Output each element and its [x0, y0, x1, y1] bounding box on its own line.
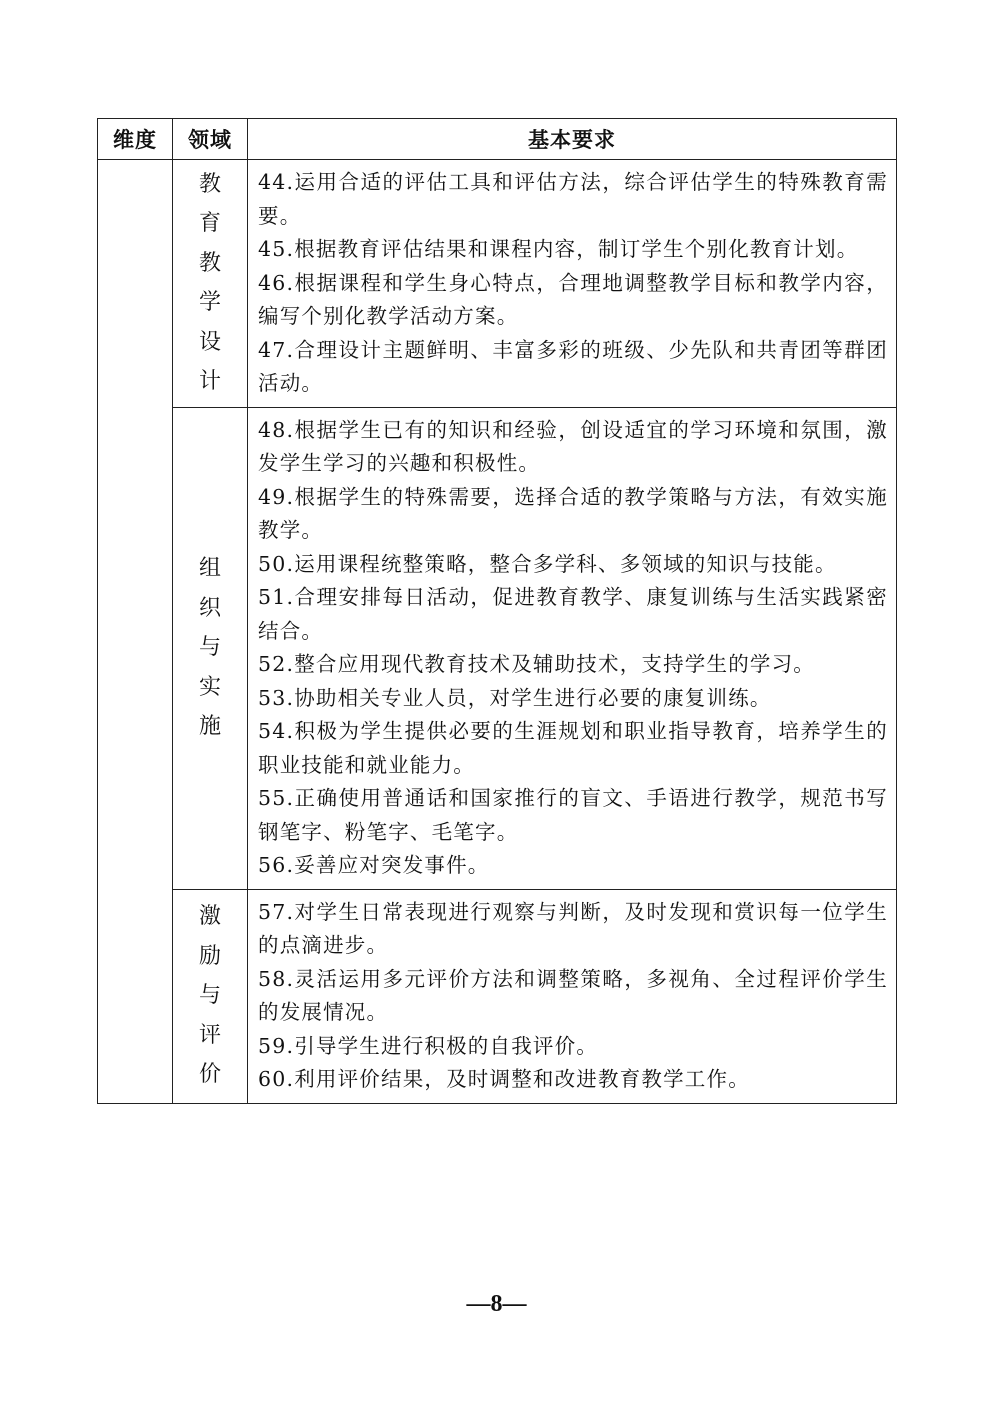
requirement-item: 46.根据课程和学生身心特点，合理地调整教学目标和教学内容，编写个别化教学活动方案。 [258, 270, 888, 328]
domain-cell [173, 889, 248, 1103]
domain-label: 教育教学设计 [198, 171, 221, 395]
requirement-item: 59.引导学生进行积极的自我评价。 [258, 1033, 599, 1058]
table-header-row [98, 119, 897, 160]
domain-cell [173, 160, 248, 408]
requirement-item: 57.对学生日常表现进行观察与判断，及时发现和赏识每一位学生的点滴进步。 [258, 899, 888, 957]
domain-label: 激励与评价 [198, 904, 221, 1088]
table-body [98, 160, 897, 1104]
requirement-item: 58.灵活运用多元评价方法和调整策略，多视角、全过程评价学生的发展情况。 [258, 966, 888, 1024]
requirement-item: 60.利用评价结果，及时调整和改进教育教学工作。 [258, 1067, 750, 1091]
header-requirements: 基本要求 [248, 119, 897, 160]
dimension-cell [98, 160, 173, 1104]
requirement-item: 51.合理安排每日活动，促进教育教学、康复训练与生活实践紧密结合。 [258, 585, 888, 643]
header-dimension: 维度 [98, 119, 173, 160]
requirement-item: 44.运用合适的评估工具和评估方法，综合评估学生的特殊教育需要。 [258, 170, 888, 228]
requirements-cell [248, 407, 897, 889]
requirement-item: 55.正确使用普通话和国家推行的盲文、手语进行教学，规范书写钢笔字、粉笔字、毛笔字。 [258, 786, 888, 844]
requirement-item: 56.妥善应对突发事件。 [258, 853, 490, 877]
domain-cell [173, 407, 248, 889]
domain-label: 组织与实施 [198, 556, 221, 740]
requirement-item: 47.合理设计主题鲜明、丰富多彩的班级、少先队和共青团等群团活动。 [258, 337, 888, 395]
requirement-item: 52.整合应用现代教育技术及辅助技术，支持学生的学习。 [258, 652, 816, 676]
requirements-table [97, 118, 897, 1104]
requirement-item: 48.根据学生已有的知识和经验，创设适宜的学习环境和氛围，激发学生学习的兴趣和积极性。 [258, 417, 888, 475]
table-row [98, 889, 897, 1103]
header-domain: 领域 [173, 119, 248, 160]
requirement-item: 49.根据学生的特殊需要，选择合适的教学策略与方法，有效实施教学。 [258, 484, 888, 542]
table-row [98, 160, 897, 408]
table-row [98, 407, 897, 889]
requirement-item: 54.积极为学生提供必要的生涯规划和职业指导教育，培养学生的职业技能和就业能力。 [258, 719, 888, 777]
requirements-cell [248, 160, 897, 408]
page-number: —8— [466, 1291, 527, 1317]
requirements-cell [248, 889, 897, 1103]
requirement-item: 50.运用课程统整策略，整合多学科、多领域的知识与技能。 [258, 551, 837, 576]
requirement-item: 53.协助相关专业人员，对学生进行必要的康复训练。 [258, 685, 772, 710]
requirement-item: 45.根据教育评估结果和课程内容，制订学生个别化教育计划。 [258, 237, 859, 261]
